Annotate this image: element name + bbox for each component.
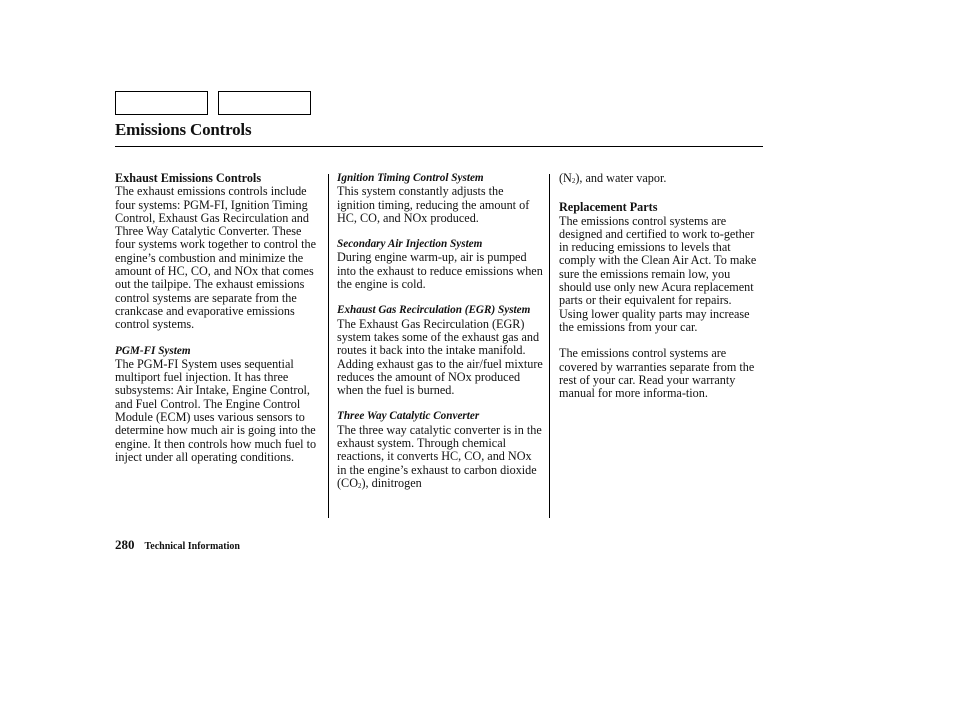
heading-secondary-air: Secondary Air Injection System <box>337 238 483 251</box>
paragraph-exhaust-emissions: The exhaust emissions controls include four systems: PGM-FI, Ignition Timing Control, Exhaust Gas Recirculation and Three Way Catalytic Converter. These four systems work together to control the engine’s combustion and minimize the amount of HC, CO, and NOx that comes out the tailpipe. The exhaust emissions control systems are separate from the crankcase and evaporative emissions control systems. <box>115 184 317 332</box>
page-title: Emissions Controls <box>115 120 252 139</box>
paragraph-replacement-parts: The emissions control systems are designed and certified to work to-gether in reducing emissions to levels that comply with the Clean Air Act. To make sure the emissions remain low, you should use only new Acura replacement parts or their equivalent for repairs. Using lower quality parts may increase the emissions from your car. <box>559 213 757 334</box>
column-divider-2 <box>549 174 550 518</box>
paragraph-continuation: (N2), and water vapor. <box>559 171 667 185</box>
section-label: Technical Information <box>144 541 240 552</box>
page-footer <box>115 536 240 554</box>
paragraph-warranties: The emissions control systems are covered by warranties separate from the rest of your car. Read your warranty manual for more informa-tion. <box>559 346 755 401</box>
subscript-2: 2 <box>571 177 576 185</box>
heading-egr-system: Exhaust Gas Recirculation (EGR) System <box>337 304 531 317</box>
column-divider-1 <box>328 174 329 518</box>
column-3 <box>559 172 763 400</box>
heading-catalytic-converter: Three Way Catalytic Converter <box>337 410 480 423</box>
heading-exhaust-emissions-controls: Exhaust Emissions Controls <box>115 171 262 185</box>
page-number: 280 <box>115 537 135 552</box>
heading-pgm-fi-system: PGM-FI System <box>115 344 191 357</box>
paragraph-ignition-timing: This system constantly adjusts the ignition timing, reducing the amount of HC, CO, and NOx produced. <box>337 184 530 225</box>
nav-button-1[interactable] <box>115 91 208 115</box>
paragraph-egr: The Exhaust Gas Recirculation (EGR) system takes some of the exhaust gas and routes it back into the intake manifold. Adding exhaust gas to the air/fuel mixture reduces the amount of NOx produced when the fuel is burned. <box>337 316 543 398</box>
title-rule <box>115 146 763 147</box>
heading-replacement-parts: Replacement Parts <box>559 200 658 215</box>
paragraph-secondary-air: During engine warm-up, air is pumped into the exhaust to reduce emissions when the engine is cold. <box>337 250 543 292</box>
column-2 <box>337 172 543 493</box>
heading-ignition-timing: Ignition Timing Control System <box>337 172 484 184</box>
paragraph-catalytic-converter: The three way catalytic converter is in the exhaust system. Through chemical reactions, it converts HC, CO, and NOx in the engine’s exhaust to carbon dioxide (CO2), dinitrogen <box>337 422 542 490</box>
paragraph-pgm-fi: The PGM-FI System uses sequential multiport fuel injection. It has three subsystems: Air Intake, Engine Control, and Fuel Control. The Engine Control Module (ECM) uses various sensors to determine how much air is going into the engine. It then controls how much fuel to inject under all operating conditions. <box>115 356 317 464</box>
subscript-2: 2 <box>358 481 362 490</box>
nav-button-2[interactable] <box>218 91 311 115</box>
column-1 <box>115 172 321 464</box>
